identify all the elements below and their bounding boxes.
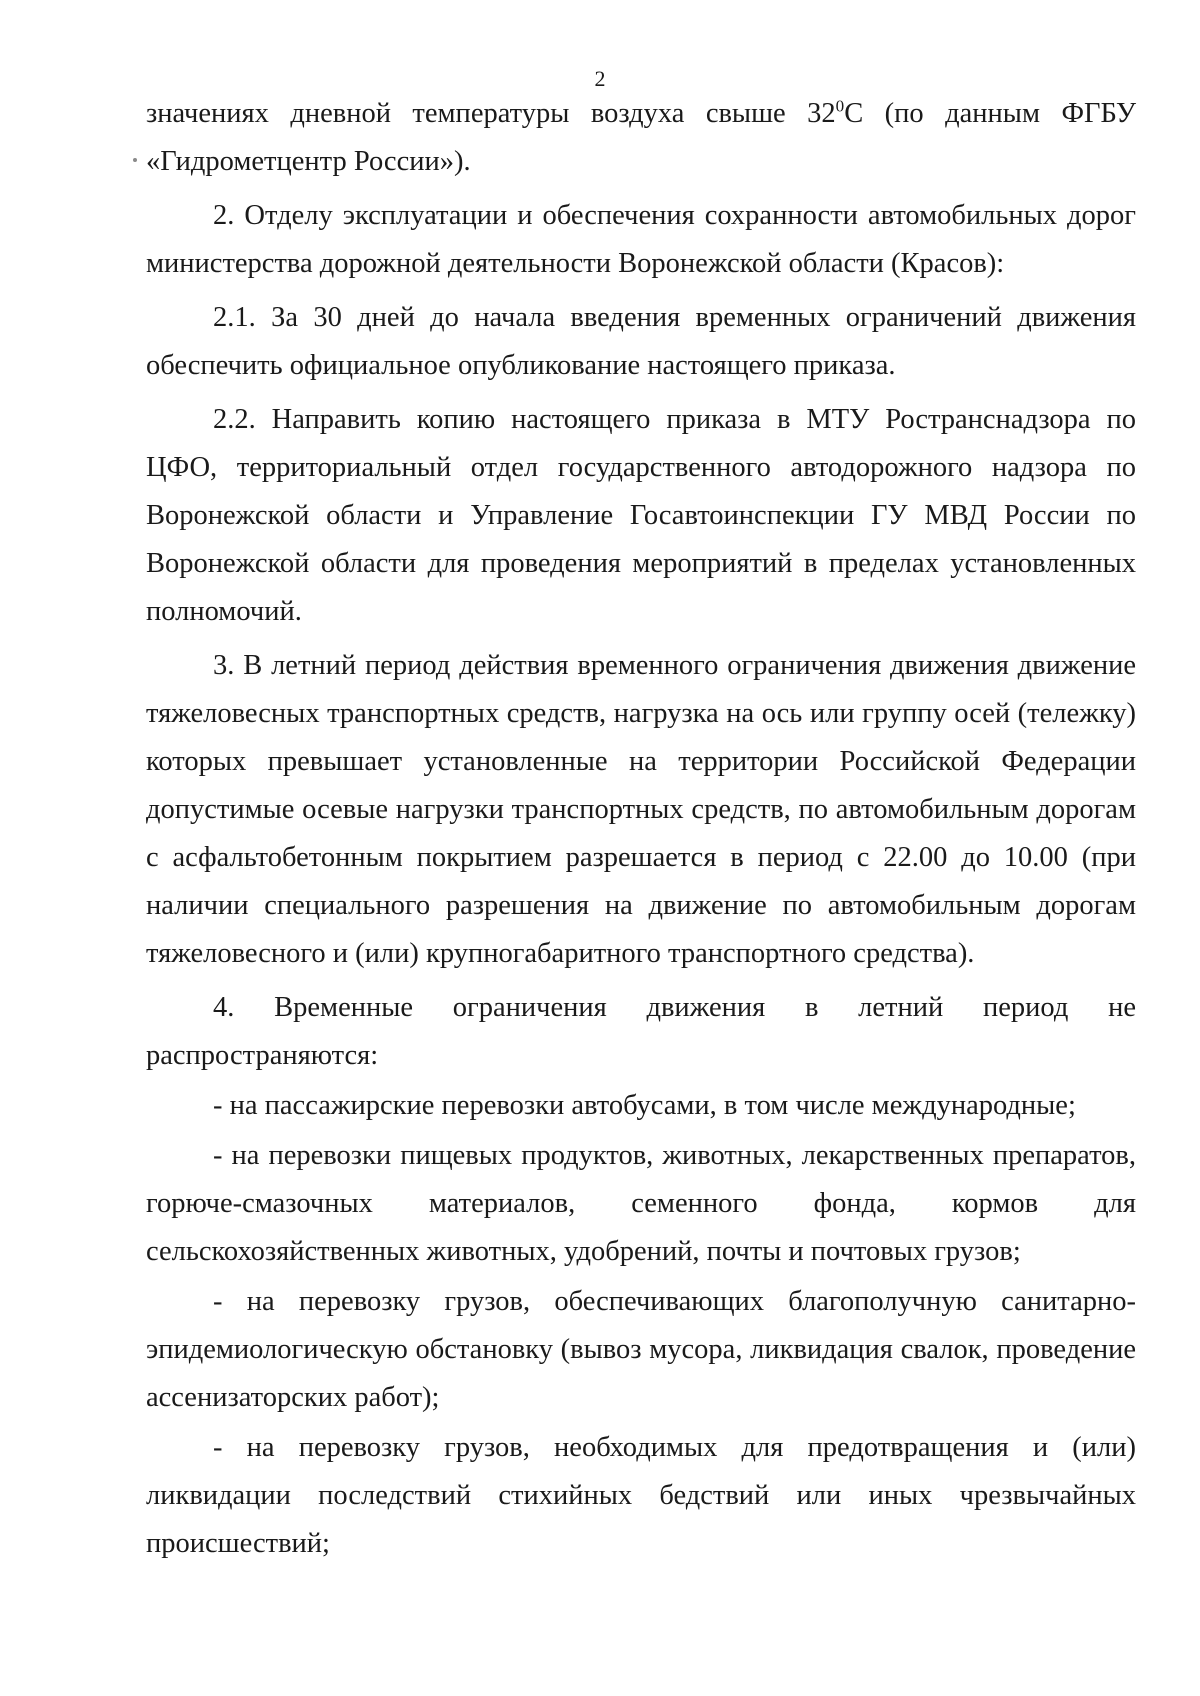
list-item-sanitary: - на перевозку грузов, обеспечивающих благополучную санитарно-эпидемиологическую обстановку (вывоз мусора, ликвидация свалок, проведение ассенизаторских работ);	[146, 1286, 1136, 1413]
document-body	[146, 90, 1136, 1568]
paragraph-3: 3. В летний период действия временного ограничения движения движение тяжеловесных транспортных средств, нагрузка на ось или группу осей (тележку) которых превышает установленные на территории Российской Федерации допустимые осевые нагрузки транспортных средств, по автомобильным дорогам с асфальтобетонным покрытием разрешается в период с 22.00 до 10.00 (при наличии специального разрешения на движение по автомобильным дорогам тяжеловесного и (или) крупногабаритного транспортного средства).	[146, 650, 1136, 969]
paragraph-continuation-text-a: значениях дневной температуры воздуха свыше 32	[146, 98, 836, 129]
list-item-food: - на перевозки пищевых продуктов, животных, лекарственных препаратов, горюче-смазочных материалов, семенного фонда, кормов для сельскохозяйственных животных, удобрений, почты и почтовых грузов;	[146, 1140, 1136, 1267]
paragraph-continuation-text-b: С (по данным ФГБУ «Гидрометцентр России»).	[146, 98, 1136, 177]
paragraph-2-2: 2.2. Направить копию настоящего приказа в МТУ Ространснадзора по ЦФО, территориальный отдел государственного автодорожного надзора по Воронежской области и Управление Госавтоинспекции ГУ МВД России по Воронежской области для проведения мероприятий в пределах установленных полномочий.	[146, 404, 1136, 627]
paragraph-2: 2. Отделу эксплуатации и обеспечения сохранности автомобильных дорог министерства дорожной деятельности Воронежской области (Красов):	[146, 200, 1136, 279]
list-item-emergency: - на перевозку грузов, необходимых для предотвращения и (или) ликвидации последствий стихийных бедствий или иных чрезвычайных происшествий;	[146, 1432, 1136, 1559]
degree-superscript: 0	[835, 96, 845, 116]
list-item-passenger: - на пассажирские перевозки автобусами, в том числе международные;	[213, 1090, 1076, 1121]
paragraph-4: 4. Временные ограничения движения в летний период не распространяются:	[146, 992, 1136, 1071]
page-number: 2	[594, 66, 606, 91]
paragraph-continuation	[146, 90, 1136, 186]
scan-artifact-dot	[133, 158, 137, 162]
paragraph-2-1: 2.1. За 30 дней до начала введения временных ограничений движения обеспечить официальное опубликование настоящего приказа.	[146, 302, 1136, 381]
